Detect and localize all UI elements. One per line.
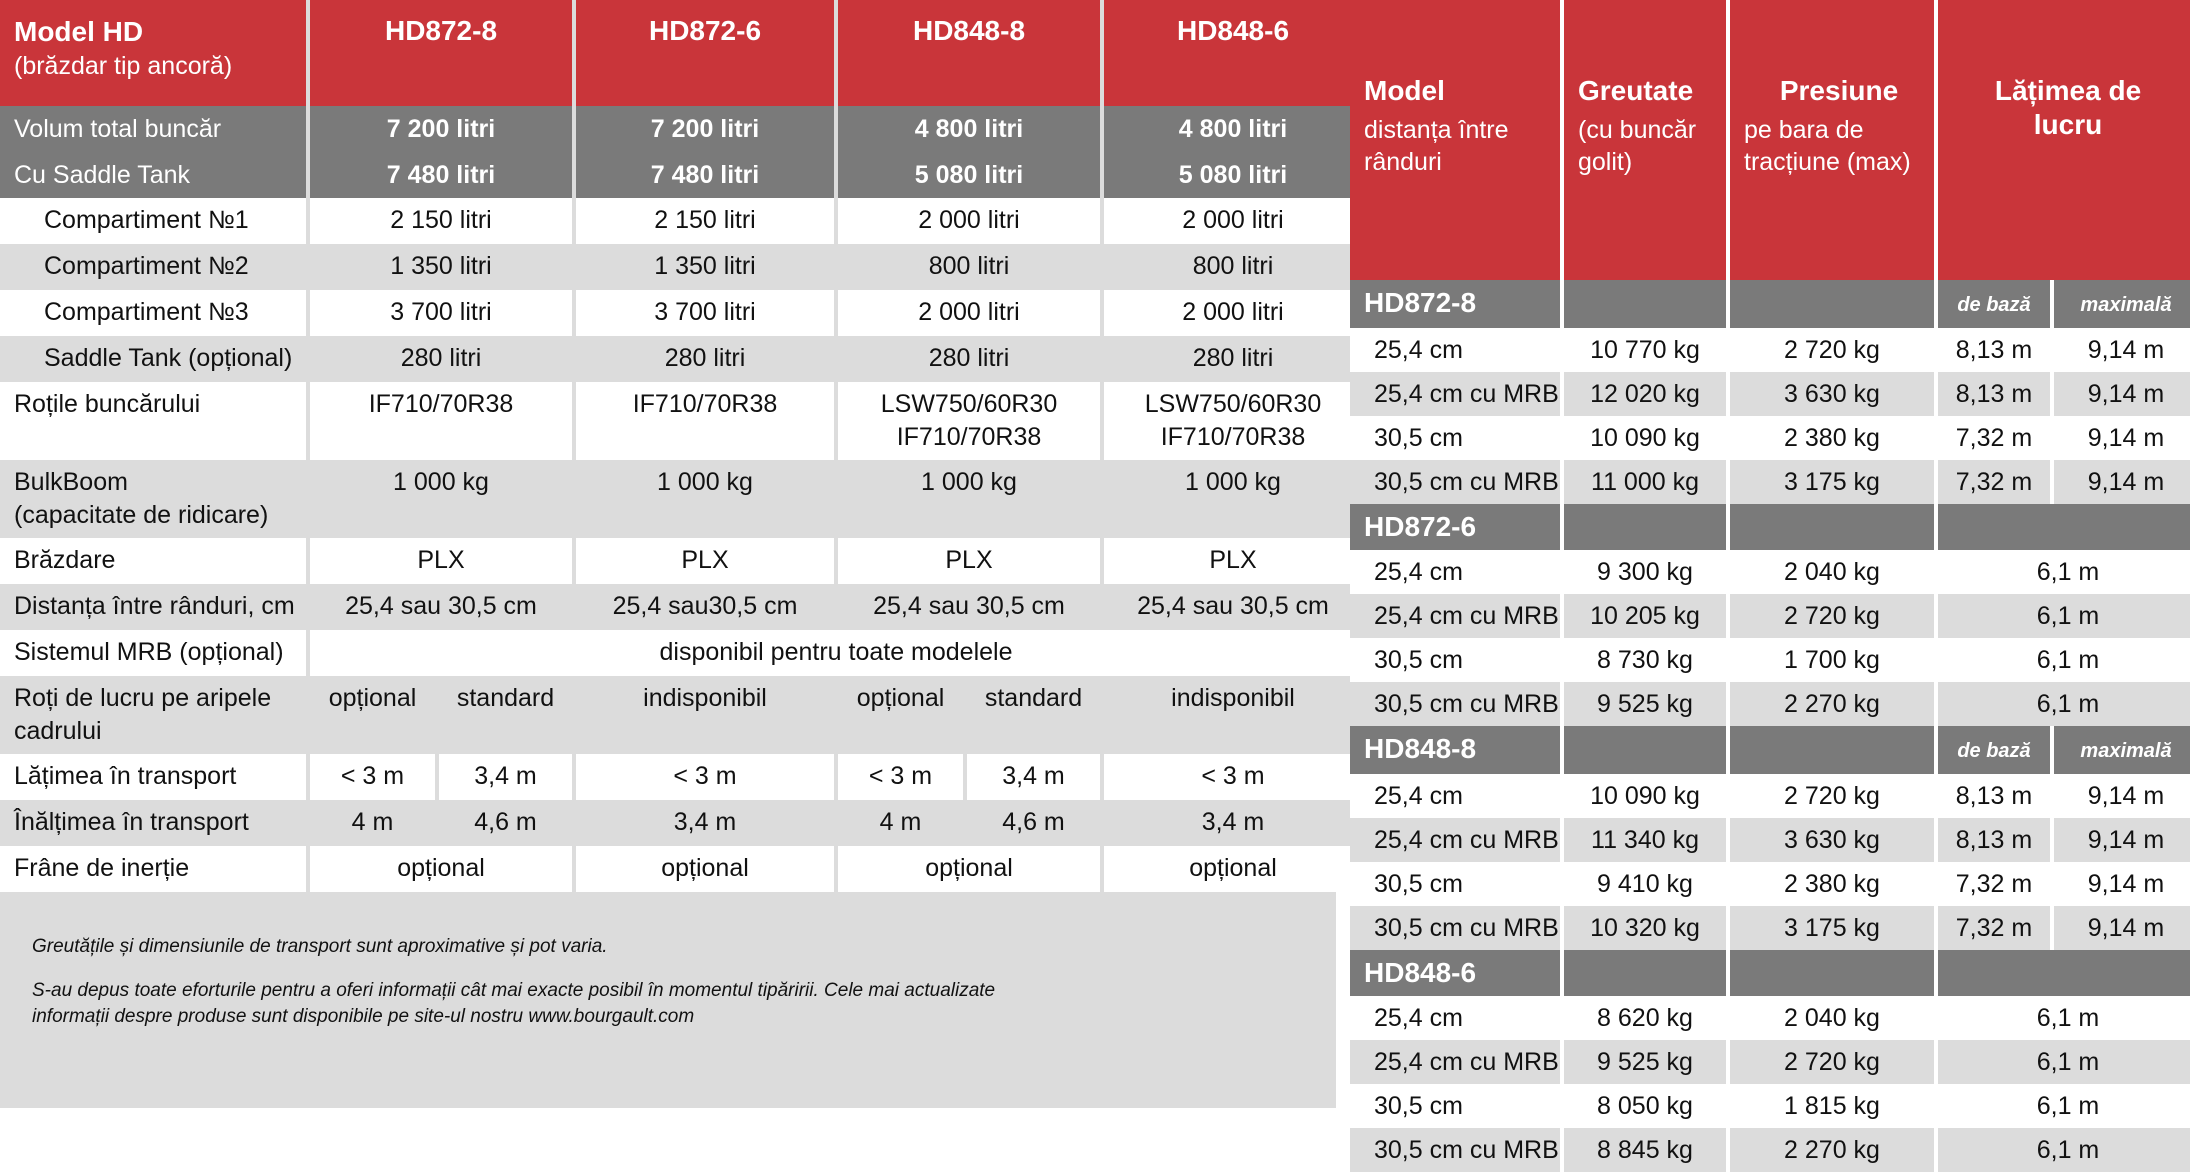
row-label: Distanța între rânduri, cm xyxy=(0,584,306,630)
footnotes xyxy=(32,934,1012,1048)
header-title: Greutate xyxy=(1578,75,1694,106)
brakes-row xyxy=(0,846,1362,892)
compartment-row xyxy=(0,290,1362,336)
row-pressure: 2 720 kg xyxy=(1730,594,1934,638)
cell-value: 1 350 litri xyxy=(576,244,834,290)
row-width-max: 9,14 m xyxy=(2054,328,2190,372)
group-spacer xyxy=(1564,726,1726,774)
cell-value: opțional xyxy=(838,846,1100,892)
weight-row xyxy=(1350,638,2190,682)
row-pressure: 2 270 kg xyxy=(1730,682,1934,726)
row-pressure: 3 630 kg xyxy=(1730,818,1934,862)
row-spacing: 30,5 cm xyxy=(1350,862,1560,906)
model-header: HD848-8 xyxy=(838,0,1100,106)
row-spacing: 30,5 cm cu MRB xyxy=(1350,1128,1560,1172)
row-pressure: 2 270 kg xyxy=(1730,1128,1934,1172)
row-weight: 8 620 kg xyxy=(1564,996,1726,1040)
specs-table xyxy=(0,0,1366,892)
row-label: Volum total buncăr xyxy=(0,106,306,152)
row-pressure: 1 700 kg xyxy=(1730,638,1934,682)
row-pressure: 2 380 kg xyxy=(1730,416,1934,460)
row-weight: 10 320 kg xyxy=(1564,906,1726,950)
cell-value: opțional xyxy=(838,676,963,754)
cell-value: IF710/70R38 xyxy=(310,382,572,460)
group-spacer xyxy=(1564,280,1726,328)
row-width: 6,1 m xyxy=(1938,1084,2190,1128)
weight-row xyxy=(1350,996,2190,1040)
row-weight: 9 410 kg xyxy=(1564,862,1726,906)
cell-value: disponibil pentru toate modelele xyxy=(310,630,1362,676)
cell-value: IF710/70R38 xyxy=(576,382,834,460)
row-label: Lățimea în transport xyxy=(0,754,306,800)
model-sub: (brăzdar tip ancoră) xyxy=(14,52,233,80)
row-weight: 9 300 kg xyxy=(1564,550,1726,594)
cell-value: 3 700 litri xyxy=(310,290,572,336)
row-label: Roți de lucru pe aripele cadrului xyxy=(0,676,306,754)
row-weight: 9 525 kg xyxy=(1564,682,1726,726)
cell-value: 4,6 m xyxy=(439,800,572,846)
row-weight: 10 090 kg xyxy=(1564,416,1726,460)
cell-value: 1 000 kg xyxy=(576,460,834,538)
row-width: 6,1 m xyxy=(1938,638,2190,682)
row-width-max: 9,14 m xyxy=(2054,774,2190,818)
cell-value: 280 litri xyxy=(838,336,1100,382)
row-weight: 11 340 kg xyxy=(1564,818,1726,862)
row-weight: 8 845 kg xyxy=(1564,1128,1726,1172)
header-sub: (cu buncăr golit) xyxy=(1578,116,1697,176)
cell-value: 5 080 litri xyxy=(838,152,1100,198)
row-weight: 9 525 kg xyxy=(1564,1040,1726,1084)
model-header: HD872-8 xyxy=(310,0,572,106)
weights-header-row xyxy=(1350,0,2190,280)
row-width-base: 8,13 m xyxy=(1938,774,2050,818)
cell-value: < 3 m xyxy=(310,754,435,800)
row-label: BulkBoom (capacitate de ridicare) xyxy=(0,460,306,538)
cell-value: 3 700 litri xyxy=(576,290,834,336)
row-width: 6,1 m xyxy=(1938,682,2190,726)
cell-value: 7 480 litri xyxy=(576,152,834,198)
cell-value: PLX xyxy=(576,538,834,584)
cell-value: opțional xyxy=(310,676,435,754)
row-spacing-row xyxy=(0,584,1362,630)
row-width-base: 8,13 m xyxy=(1938,372,2050,416)
row-pressure: 2 040 kg xyxy=(1730,996,1934,1040)
header-cell xyxy=(1564,0,1726,280)
frame-wheels-row xyxy=(0,676,1362,754)
cell-value: 4 m xyxy=(838,800,963,846)
row-spacing: 25,4 cm xyxy=(1350,774,1560,818)
width-base-label: de bază xyxy=(1957,294,2031,316)
row-width: 6,1 m xyxy=(1938,1040,2190,1084)
openers-row xyxy=(0,538,1362,584)
weight-row xyxy=(1350,682,2190,726)
weight-row xyxy=(1350,550,2190,594)
weight-row xyxy=(1350,416,2190,460)
row-weight: 10 205 kg xyxy=(1564,594,1726,638)
cell-value: 280 litri xyxy=(310,336,572,382)
cell-value: < 3 m xyxy=(576,754,834,800)
saddle-total-row xyxy=(0,152,1362,198)
group-spacer xyxy=(1730,950,1934,996)
cell-value: 25,4 sau30,5 cm xyxy=(576,584,834,630)
transport-height-row xyxy=(0,800,1362,846)
row-label: Saddle Tank (opțional) xyxy=(0,336,306,382)
cell-value: 3,4 m xyxy=(576,800,834,846)
cell-value: LSW750/60R30 IF710/70R38 xyxy=(1104,382,1362,460)
cell-value: 4 800 litri xyxy=(1104,106,1362,152)
compartment-row xyxy=(0,244,1362,290)
row-pressure: 2 380 kg xyxy=(1730,862,1934,906)
row-weight: 12 020 kg xyxy=(1564,372,1726,416)
weights-panel xyxy=(1350,0,2190,1164)
width-max-label-cell xyxy=(2054,280,2190,328)
row-width-max: 9,14 m xyxy=(2054,372,2190,416)
row-width: 6,1 m xyxy=(1938,996,2190,1040)
group-spacer xyxy=(1938,950,2190,996)
row-pressure: 3 630 kg xyxy=(1730,372,1934,416)
cell-value: 800 litri xyxy=(838,244,1100,290)
weight-row xyxy=(1350,328,2190,372)
row-spacing: 30,5 cm xyxy=(1350,638,1560,682)
row-label: Cu Saddle Tank xyxy=(0,152,306,198)
row-pressure: 2 720 kg xyxy=(1730,328,1934,372)
weight-row xyxy=(1350,818,2190,862)
row-width-base: 8,13 m xyxy=(1938,818,2050,862)
weight-row xyxy=(1350,906,2190,950)
cell-value: 1 350 litri xyxy=(310,244,572,290)
row-width-base: 7,32 m xyxy=(1938,862,2050,906)
cell-value: standard xyxy=(439,676,572,754)
row-width-base: 8,13 m xyxy=(1938,328,2050,372)
row-pressure: 1 815 kg xyxy=(1730,1084,1934,1128)
weight-row xyxy=(1350,460,2190,504)
cell-value: 2 000 litri xyxy=(838,290,1100,336)
row-label: Compartiment №2 xyxy=(0,244,306,290)
row-spacing: 25,4 cm cu MRB xyxy=(1350,372,1560,416)
row-width-max: 9,14 m xyxy=(2054,416,2190,460)
row-weight: 8 730 kg xyxy=(1564,638,1726,682)
cell-value: 3,4 m xyxy=(439,754,572,800)
row-width-base: 7,32 m xyxy=(1938,416,2050,460)
row-weight: 10 770 kg xyxy=(1564,328,1726,372)
group-spacer xyxy=(1564,504,1726,550)
width-max-label: maximală xyxy=(2080,294,2172,316)
row-weight: 11 000 kg xyxy=(1564,460,1726,504)
model-group-header xyxy=(1350,280,2190,328)
model-group-header xyxy=(1350,726,2190,774)
row-pressure: 3 175 kg xyxy=(1730,460,1934,504)
cell-value: PLX xyxy=(1104,538,1362,584)
model-group-header xyxy=(1350,504,2190,550)
width-base-label-cell xyxy=(1938,280,2050,328)
width-max-label-cell xyxy=(2054,726,2190,774)
cell-value: standard xyxy=(967,676,1100,754)
row-spacing: 25,4 cm xyxy=(1350,550,1560,594)
cell-value: 2 000 litri xyxy=(1104,198,1362,244)
header-cell xyxy=(1730,0,1934,280)
cell-value: indisponibil xyxy=(576,676,834,754)
specs-header-row xyxy=(0,0,1362,106)
row-spacing: 30,5 cm xyxy=(1350,416,1560,460)
row-pressure: 2 040 kg xyxy=(1730,550,1934,594)
row-label: Înălțimea în transport xyxy=(0,800,306,846)
model-header-cell xyxy=(0,0,306,106)
cell-value: 800 litri xyxy=(1104,244,1362,290)
cell-value: 2 150 litri xyxy=(576,198,834,244)
row-width-max: 9,14 m xyxy=(2054,818,2190,862)
row-label: Sistemul MRB (opțional) xyxy=(0,630,306,676)
row-spacing: 25,4 cm xyxy=(1350,328,1560,372)
row-width-base: 7,32 m xyxy=(1938,906,2050,950)
weight-row xyxy=(1350,1128,2190,1172)
bulkboom-row xyxy=(0,460,1362,538)
weight-row xyxy=(1350,594,2190,638)
header-title: Lățimea de lucru xyxy=(1994,75,2142,140)
cell-value: 7 480 litri xyxy=(310,152,572,198)
cell-value: 3,4 m xyxy=(967,754,1100,800)
cell-value: 2 000 litri xyxy=(1104,290,1362,336)
cell-value: 2 000 litri xyxy=(838,198,1100,244)
row-pressure: 2 720 kg xyxy=(1730,1040,1934,1084)
model-label: Model HD xyxy=(14,16,144,47)
cell-value: opțional xyxy=(1104,846,1362,892)
group-spacer xyxy=(1564,950,1726,996)
group-spacer xyxy=(1730,726,1934,774)
cell-value: 25,4 sau 30,5 cm xyxy=(838,584,1100,630)
cell-value: indisponibil xyxy=(1104,676,1362,754)
cell-value: 7 200 litri xyxy=(310,106,572,152)
group-spacer xyxy=(1730,280,1934,328)
cell-value: 25,4 sau 30,5 cm xyxy=(310,584,572,630)
header-title: Presiune xyxy=(1779,75,1899,106)
mrb-row xyxy=(0,630,1362,676)
model-header: HD872-6 xyxy=(576,0,834,106)
footnote: Greutățile și dimensiunile de transport sunt aproximative și pot varia. xyxy=(32,936,608,957)
cell-value: 1 000 kg xyxy=(1104,460,1362,538)
cell-value: 2 150 litri xyxy=(310,198,572,244)
cell-value: 4,6 m xyxy=(967,800,1100,846)
cell-value: opțional xyxy=(310,846,572,892)
header-cell xyxy=(1350,0,1560,280)
row-weight: 8 050 kg xyxy=(1564,1084,1726,1128)
row-label: Compartiment №3 xyxy=(0,290,306,336)
cell-value: 4 m xyxy=(310,800,435,846)
cell-value: 280 litri xyxy=(1104,336,1362,382)
row-width-max: 9,14 m xyxy=(2054,460,2190,504)
cell-value: 25,4 sau 30,5 cm xyxy=(1104,584,1362,630)
width-base-label: de bază xyxy=(1957,740,2031,762)
cell-value: LSW750/60R30 IF710/70R38 xyxy=(838,382,1100,460)
row-spacing: 30,5 cm cu MRB xyxy=(1350,682,1560,726)
group-spacer xyxy=(1730,504,1934,550)
weights-table xyxy=(1346,0,2190,1172)
row-width-base: 7,32 m xyxy=(1938,460,2050,504)
row-width-max: 9,14 m xyxy=(2054,906,2190,950)
row-weight: 10 090 kg xyxy=(1564,774,1726,818)
row-spacing: 30,5 cm cu MRB xyxy=(1350,460,1560,504)
group-model-name: HD872-6 xyxy=(1350,504,1560,550)
width-max-label: maximală xyxy=(2080,740,2172,762)
row-spacing: 30,5 cm cu MRB xyxy=(1350,906,1560,950)
header-sub: distanța între rânduri xyxy=(1364,116,1509,176)
row-spacing: 25,4 cm cu MRB xyxy=(1350,594,1560,638)
row-spacing: 25,4 cm xyxy=(1350,996,1560,1040)
weight-row xyxy=(1350,372,2190,416)
row-pressure: 2 720 kg xyxy=(1730,774,1934,818)
cell-value: 280 litri xyxy=(576,336,834,382)
cell-value: < 3 m xyxy=(1104,754,1362,800)
cell-value: < 3 m xyxy=(838,754,963,800)
footnote: S-au depus toate eforturile pentru a oferi informații cât mai exacte posibil în momentul tipăririi. Cele mai actualizate informații despre produse sunt disponibile pe site-ul nostru www.bourgault.com xyxy=(32,980,996,1027)
row-label: Compartiment №1 xyxy=(0,198,306,244)
compartment-row xyxy=(0,336,1362,382)
cell-value: 4 800 litri xyxy=(838,106,1100,152)
cell-value: 1 000 kg xyxy=(310,460,572,538)
group-spacer xyxy=(1938,504,2190,550)
row-label: Brăzdare xyxy=(0,538,306,584)
weight-row xyxy=(1350,1040,2190,1084)
row-spacing: 25,4 cm cu MRB xyxy=(1350,1040,1560,1084)
row-width: 6,1 m xyxy=(1938,594,2190,638)
header-cell xyxy=(1938,0,2190,280)
transport-width-row xyxy=(0,754,1362,800)
cell-value: PLX xyxy=(310,538,572,584)
weight-row xyxy=(1350,862,2190,906)
cell-value: 7 200 litri xyxy=(576,106,834,152)
header-title: Model xyxy=(1364,75,1445,106)
cell-value: 5 080 litri xyxy=(1104,152,1362,198)
weight-row xyxy=(1350,1084,2190,1128)
row-spacing: 30,5 cm xyxy=(1350,1084,1560,1128)
cell-value: opțional xyxy=(576,846,834,892)
row-width: 6,1 m xyxy=(1938,550,2190,594)
width-base-label-cell xyxy=(1938,726,2050,774)
group-model-name: HD848-8 xyxy=(1350,726,1560,774)
volume-total-row xyxy=(0,106,1362,152)
group-model-name: HD872-8 xyxy=(1350,280,1560,328)
cell-value: 3,4 m xyxy=(1104,800,1362,846)
cell-value: 1 000 kg xyxy=(838,460,1100,538)
model-header: HD848-6 xyxy=(1104,0,1362,106)
row-label: Frâne de inerție xyxy=(0,846,306,892)
row-pressure: 3 175 kg xyxy=(1730,906,1934,950)
row-width-max: 9,14 m xyxy=(2054,862,2190,906)
weight-row xyxy=(1350,774,2190,818)
cell-value: PLX xyxy=(838,538,1100,584)
header-sub: pe bara de tracțiune (max) xyxy=(1744,116,1911,176)
group-model-name: HD848-6 xyxy=(1350,950,1560,996)
row-spacing: 25,4 cm cu MRB xyxy=(1350,818,1560,862)
compartment-row xyxy=(0,198,1362,244)
wheels-row xyxy=(0,382,1362,460)
model-group-header xyxy=(1350,950,2190,996)
row-label: Roțile buncărului xyxy=(0,382,306,460)
row-width: 6,1 m xyxy=(1938,1128,2190,1172)
